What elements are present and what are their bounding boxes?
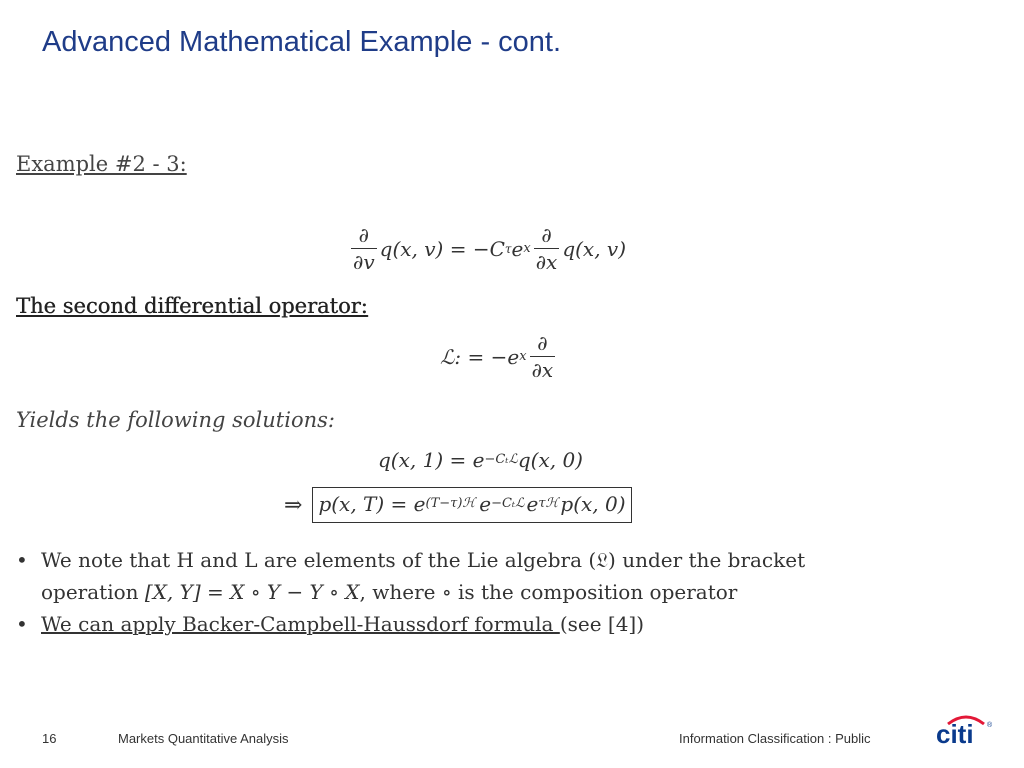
reference-text: (see [4]) xyxy=(559,612,645,636)
partial-x-fraction xyxy=(530,332,556,381)
exponential-base: e xyxy=(526,492,539,516)
bullet-list xyxy=(16,544,1006,640)
bch-formula-link[interactable]: We can apply Backer-Campbell-Haussdorf formula xyxy=(41,612,560,636)
bullet-text: , where ∘ is the composition operator xyxy=(359,580,738,604)
page-number: 16 xyxy=(42,731,57,746)
equation-lhs: p(x, T) = e xyxy=(318,492,426,516)
equation-solution-p xyxy=(284,487,632,523)
exponential-base: e xyxy=(511,236,524,261)
slide-title: Advanced Mathematical Example - cont. xyxy=(42,26,562,58)
classification-label: Information Classification : Public xyxy=(679,731,871,746)
bracket-math: [X, Y] = X ∘ Y − Y ∘ X xyxy=(144,580,360,604)
logo-registered-mark: ® xyxy=(987,722,993,729)
list-item xyxy=(16,544,1006,608)
equation-solution-q: q(x, 1) = e −Cₜℒ q(x, 0) xyxy=(378,448,583,472)
example-heading: Example #2 - 3: xyxy=(16,152,187,176)
equation-pde: $\frac{\partial}{\partial v}$ q(x, v) = −C τ e x $\frac{\partial}{\partial x}$ q(x, v) xyxy=(353,223,627,274)
equation-rhs: q(x, 0) xyxy=(517,448,583,472)
equation-lhs: q(x, v) = −C xyxy=(379,236,505,261)
partial-v-fraction xyxy=(351,224,377,273)
fraction-denominator: ∂v xyxy=(353,250,375,274)
bullet-icon: • xyxy=(16,612,28,636)
bullet-text: operation xyxy=(41,580,145,604)
equation-rhs: q(x, v) xyxy=(562,236,627,261)
fraction-denominator: ∂x xyxy=(535,250,558,274)
yields-text: Yields the following solutions: xyxy=(16,408,335,432)
fraction-numerator: ∂ xyxy=(541,223,552,247)
logo-wordmark: citi xyxy=(936,719,974,746)
citi-logo xyxy=(934,712,996,746)
fraction-numerator: ∂ xyxy=(358,223,369,247)
bullet-line xyxy=(41,576,1006,608)
equation-rhs: p(x, 0) xyxy=(560,492,626,516)
bullet-icon: • xyxy=(16,548,28,572)
implies-arrow-icon: ⇒ xyxy=(284,492,303,518)
equation-lhs: q(x, 1) = e xyxy=(378,448,485,472)
exponential-base: e xyxy=(479,492,492,516)
fraction-numerator: ∂ xyxy=(537,331,548,355)
equation-operator-definition: ℒ: = −e x $\frac{\partial}{\partial x}$ xyxy=(440,331,554,382)
fraction-denominator: ∂x xyxy=(531,358,554,382)
boxed-equation: p(x, T) = e (T−τ)ℋ e −Cₜℒ e τℋ p(x, 0) xyxy=(312,487,631,523)
bullet-line: We note that H and L are elements of the Lie algebra (𝔏) under the bracket xyxy=(41,548,806,572)
list-item xyxy=(16,608,1006,640)
footer-title: Markets Quantitative Analysis xyxy=(118,731,289,746)
partial-x-fraction xyxy=(534,224,560,273)
operator-heading: The second differential operator: xyxy=(16,294,368,318)
equation-lhs: ℒ: = −e xyxy=(440,344,520,369)
